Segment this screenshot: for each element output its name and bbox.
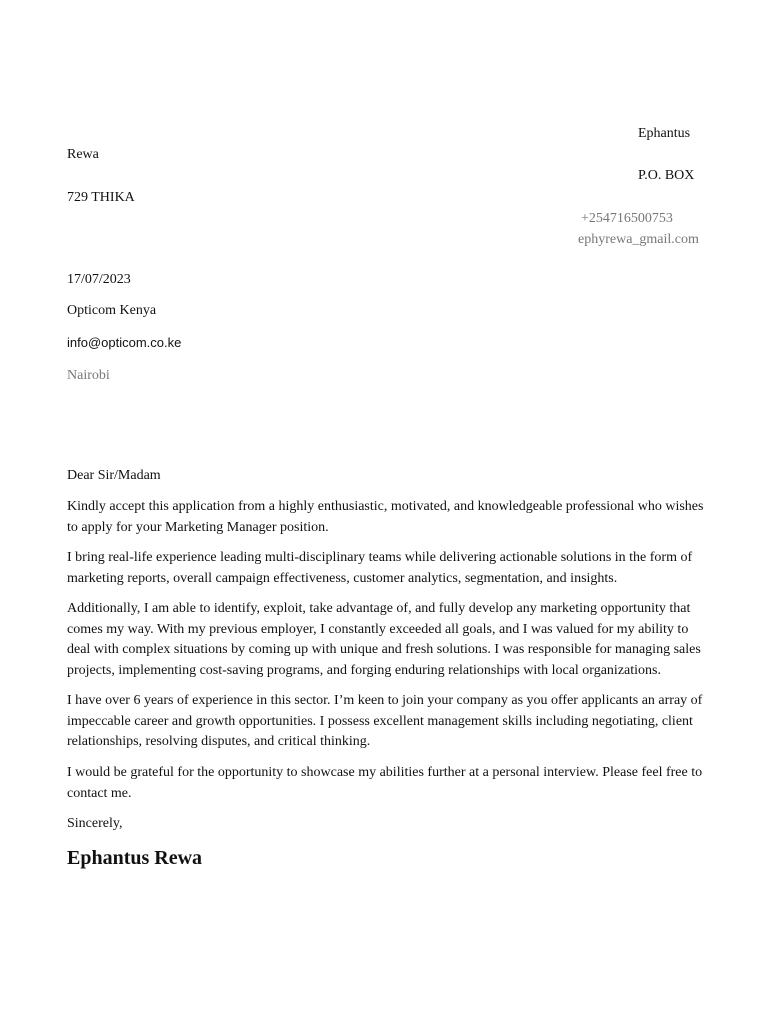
letter-date: 17/07/2023 xyxy=(67,272,131,287)
recipient-email: info@opticom.co.ke xyxy=(67,335,182,350)
recipient-company: Opticom Kenya xyxy=(67,303,157,318)
sender-phone: +254716500753 xyxy=(581,211,673,226)
sender-name-last: Rewa xyxy=(67,147,99,162)
salutation: Dear Sir/Madam xyxy=(67,468,161,483)
sender-email: ephyrewa_gmail.com xyxy=(578,232,699,247)
body-paragraph: I bring real-life experience leading multi-disciplinary teams while delivering actionable solutions in the form of marketing reports, overall campaign effectiveness, customer analytics, segmentation, and insights. xyxy=(67,550,693,586)
closing: Sincerely, xyxy=(67,816,123,831)
body-paragraph: Additionally, I am able to identify, exploit, take advantage of, and fully develop any marketing opportunity that comes my way. With my previous employer, I constantly exceeded all goals, and I was valued for my ability to deal with complex situations by coming up with unique and fresh solutions. I was responsible for managing sales projects, implementing cost-saving programs, and forging enduring relationships with local organizations. xyxy=(67,601,701,678)
body-paragraph: Kindly accept this application from a highly enthusiastic, motivated, and knowledgeable professional who wishes to apply for your Marketing Manager position. xyxy=(67,499,704,535)
body-paragraph: I have over 6 years of experience in this sector. I’m keen to join your company as you offer applicants an array of impeccable career and growth opportunities. I possess excellent management skills including negotiating, client relationships, resolving disputes, and critical thinking. xyxy=(67,693,703,749)
sender-name-first: Ephantus xyxy=(638,126,691,141)
recipient-city: Nairobi xyxy=(67,368,110,383)
sender-address-line2: 729 THIKA xyxy=(67,190,135,205)
sender-address-line1: P.O. BOX xyxy=(638,168,695,183)
body-paragraph: I would be grateful for the opportunity to showcase my abilities further at a personal interview. Please feel free to contact me. xyxy=(67,765,703,801)
signature: Ephantus Rewa xyxy=(67,847,203,869)
